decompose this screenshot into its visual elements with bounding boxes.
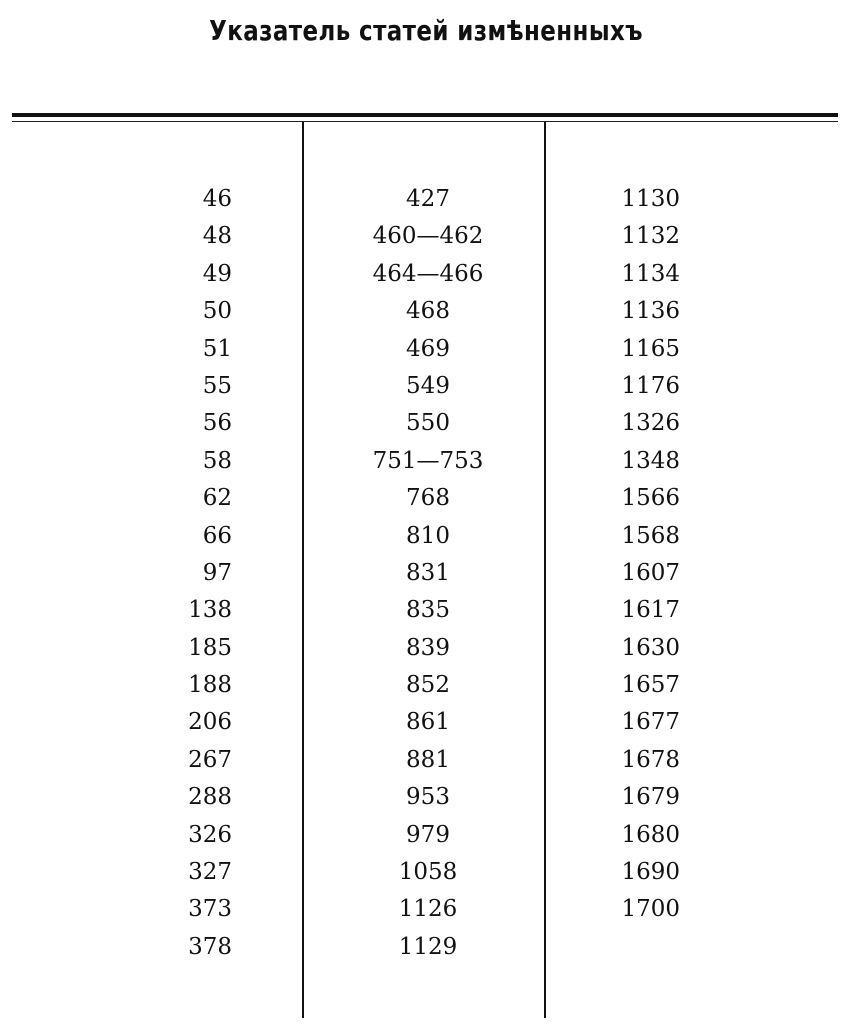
article-number: 1690: [621, 859, 680, 886]
article-number: 97: [202, 559, 232, 586]
article-number: 881: [406, 746, 450, 773]
article-number: 810: [406, 522, 450, 549]
article-column-3: [598, 181, 680, 929]
article-number: 1132: [621, 223, 680, 250]
column-divider-1: [302, 122, 304, 1018]
article-number: 138: [188, 597, 232, 624]
article-number: 1617: [621, 597, 680, 624]
article-number: 751—753: [372, 447, 484, 474]
article-number: 1176: [621, 372, 680, 399]
article-number: 468: [406, 298, 450, 325]
article-number: 378: [188, 933, 232, 960]
article-number: 206: [188, 709, 232, 736]
article-number: 979: [406, 821, 450, 848]
article-number: 1678: [621, 746, 680, 773]
column-divider-2: [544, 122, 546, 1018]
article-number: 831: [406, 559, 450, 586]
article-number: 768: [406, 485, 450, 512]
article-number: 1607: [621, 559, 680, 586]
article-number: 835: [406, 597, 450, 624]
article-number: 48: [202, 223, 232, 250]
article-number: 1700: [621, 896, 680, 923]
article-number: 1680: [621, 821, 680, 848]
article-number: 288: [188, 784, 232, 811]
article-number: 373: [188, 896, 232, 923]
article-number: 50: [202, 298, 232, 325]
article-number: 267: [188, 746, 232, 773]
article-number: 51: [202, 335, 232, 362]
article-number: 1657: [621, 672, 680, 699]
article-number: 953: [406, 784, 450, 811]
article-number: 1058: [398, 859, 458, 886]
header-rule-thin: [12, 121, 838, 122]
article-number: 1677: [621, 709, 680, 736]
article-number: 56: [202, 410, 232, 437]
article-number: 460—462: [372, 223, 484, 250]
article-number: 1136: [621, 298, 680, 325]
article-number: 185: [188, 634, 232, 661]
article-number: 1134: [621, 260, 680, 287]
article-number: 66: [202, 522, 232, 549]
article-number: 326: [188, 821, 232, 848]
article-column-1: [170, 181, 232, 966]
article-number: 1568: [621, 522, 680, 549]
article-number: 55: [202, 372, 232, 399]
article-column-2: [330, 181, 526, 966]
article-number: 1126: [398, 896, 458, 923]
page-title: Указатель статей измѣненныхъ: [209, 14, 643, 47]
article-number: 861: [406, 709, 450, 736]
article-number: 327: [188, 859, 232, 886]
article-number: 1630: [621, 634, 680, 661]
header-rule-thick: [12, 113, 838, 117]
article-number: 46: [202, 186, 232, 212]
article-number: 62: [202, 485, 232, 512]
article-number: 188: [188, 672, 232, 699]
article-number: 1165: [621, 335, 680, 362]
article-number: 1129: [398, 933, 458, 960]
article-number: 1348: [621, 447, 680, 474]
article-number: 1679: [621, 784, 680, 811]
article-number: 49: [202, 260, 232, 287]
article-number: 1566: [621, 485, 680, 512]
article-number: 427: [406, 186, 450, 212]
article-number: 1326: [621, 410, 680, 437]
article-number: 469: [406, 335, 450, 362]
article-number: 464—466: [372, 260, 484, 287]
article-number: 1130: [621, 186, 680, 212]
article-number: 852: [406, 672, 450, 699]
article-number: 58: [202, 447, 232, 474]
article-number: 549: [406, 372, 450, 399]
article-number: 839: [406, 634, 450, 661]
article-number: 550: [406, 410, 450, 437]
